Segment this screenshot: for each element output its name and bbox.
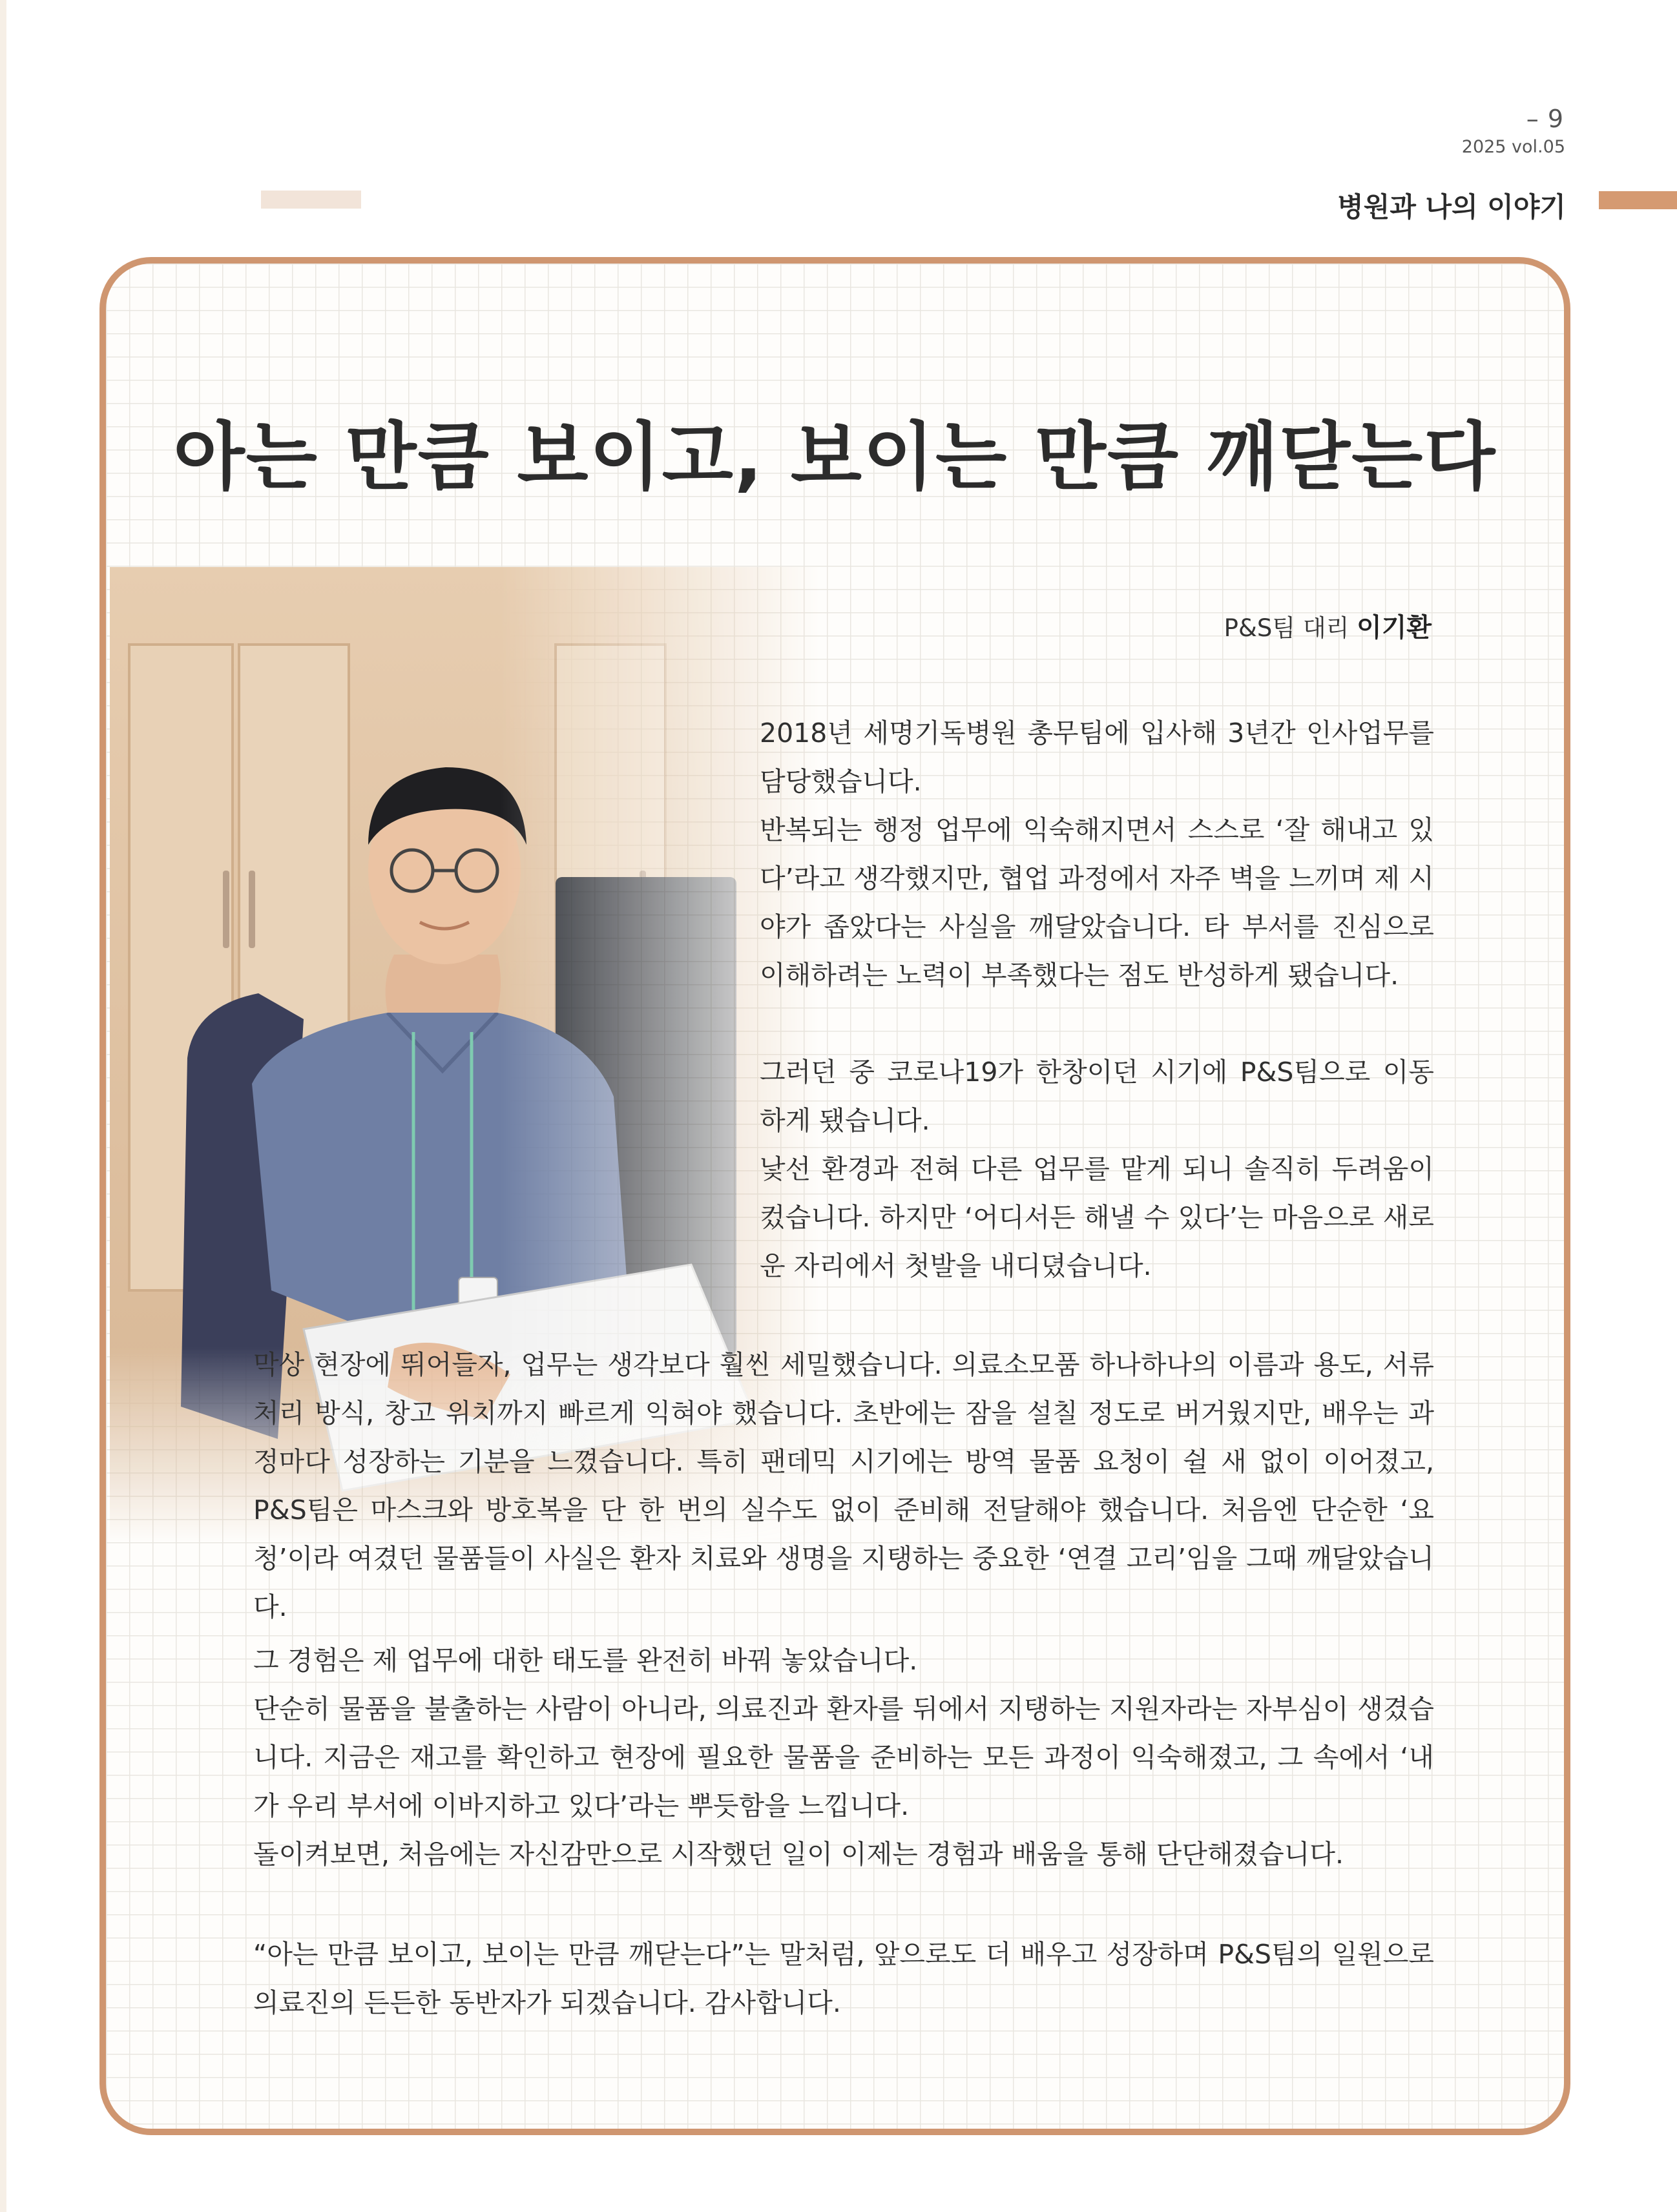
page-edge-strip xyxy=(0,0,6,2212)
paragraph-3: 막상 현장에 뛰어들자, 업무는 생각보다 훨씬 세밀했습니다. 의료소모품 하나하나의 이름과 용도, 서류 처리 방식, 창고 위치까지 빠르게 익혀야 했습니다. 초반에는 잠을 설칠 정도로 버거웠지만, 배우는 과정마다 성장하는 기분을 느꼈습니다. 특히 팬데믹 시기에는 방역 물품 요청이 쉴 새 없이 이어졌고, P&S팀은 마스크와 방호복을 단 한 번의 실수도 없이 준비해 전달해야 했습니다. 처음엔 단순한 ‘요청’이라 여겼던 물품들이 사실은 환자 치료와 생명을 지탱하는 중요한 ‘연결 고리’임을 그때 깨달았습니다. xyxy=(253,1349,1434,1622)
page-number: – 9 xyxy=(1526,105,1564,133)
paragraph-1: 2018년 세명기독병원 총무팀에 입사해 3년간 인사업무를 담당했습니다. 반복되는 행정 업무에 익숙해지면서 스스로 ‘잘 해내고 있다’라고 생각했지만, 협업 과정에서 자주 벽을 느끼며 제 시야가 좁았다는 사실을 깨달았습니다. 타 부서를 진심으로 이해하려는 노력이 부족했다는 점도 반성하게 됐습니다. xyxy=(760,718,1434,991)
paragraph-4: 그 경험은 제 업무에 대한 태도를 완전히 바꿔 놓았습니다. 단순히 물품을 불출하는 사람이 아니라, 의료진과 환자를 뒤에서 지탱하는 지원자라는 자부심이 생겼습니다. 지금은 재고를 확인하고 현장에 필요한 물품을 준비하는 모든 과정이 익숙해졌고, 그 속에서 ‘내가 우리 부서에 이바지하고 있다’라는 뿌듯함을 느낍니다. 돌이켜보면, 처음에는 자신감만으로 시작했던 일이 이제는 경험과 배움을 통해 단단해졌습니다. xyxy=(253,1645,1434,1870)
section-title: 병원과 나의 이야기 xyxy=(1337,191,1566,223)
byline-team: P&S팀 대리 xyxy=(1224,614,1349,642)
issue-label: 2025 vol.05 xyxy=(1461,137,1565,157)
byline-name: 이기환 xyxy=(1357,613,1432,643)
byline xyxy=(1224,607,1432,644)
decorative-bar-left xyxy=(261,191,361,209)
paragraph-5: “아는 만큼 보이고, 보이는 만큼 깨닫는다”는 말처럼, 앞으로도 더 배우고 성장하며 P&S팀의 일원으로 의료진의 든든한 동반자가 되겠습니다. 감사합니다. xyxy=(253,1939,1434,2018)
article-card xyxy=(99,257,1570,2135)
paragraph-2: 그러던 중 코로나19가 한창이던 시기에 P&S팀으로 이동하게 됐습니다. 낯선 환경과 전혀 다른 업무를 맡게 되니 솔직히 두려움이 컸습니다. 하지만 ‘어디서든 해낼 수 있다’는 마음으로 새로운 자리에서 첫발을 내디뎠습니다. xyxy=(760,1057,1434,1281)
decorative-bar-right xyxy=(1599,191,1677,209)
article-title: 아는 만큼 보이고, 보이는 만큼 깨닫는다 xyxy=(173,414,1497,500)
